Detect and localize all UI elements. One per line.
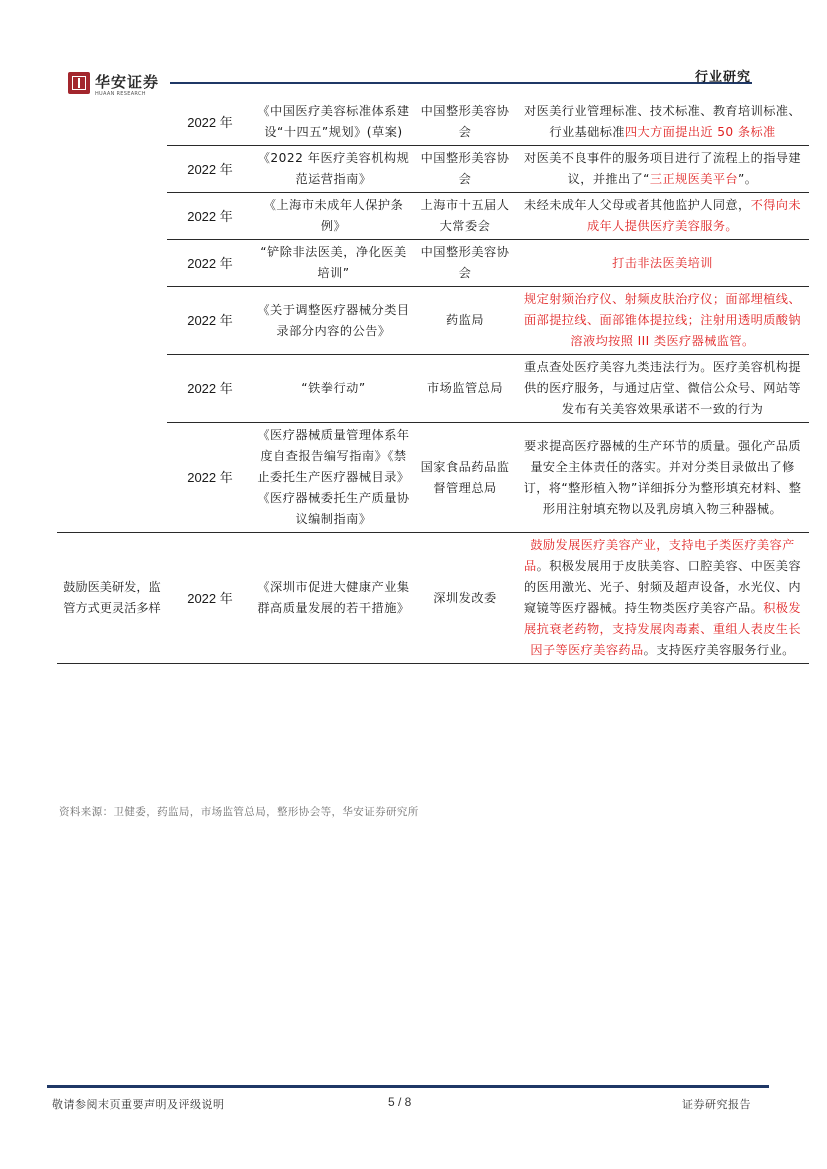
year-cell: 2022 年	[167, 355, 253, 423]
policy-content-cell	[516, 240, 809, 287]
footer-divider	[47, 1085, 769, 1088]
page-number: 5 / 8	[388, 1095, 412, 1109]
issuer-cell: 上海市十五届人大常委会	[414, 193, 516, 240]
logo-english-name: HUAAN RESEARCH	[95, 91, 146, 97]
policy-content-cell	[516, 146, 809, 193]
policy-document-cell: 《医疗器械质量管理体系年度自查报告编写指南》《禁止委托生产医疗器械目录》《医疗器械委托生产质量协议编制指南》	[253, 423, 414, 533]
year-cell: 2022 年	[167, 146, 253, 193]
footer-report-type: 证券研究报告	[682, 1098, 751, 1111]
policy-document-cell: 《深圳市促进大健康产业集群高质量发展的若干措施》	[253, 533, 414, 664]
category-cell: 鼓励医美研发，监管方式更灵活多样	[57, 533, 167, 664]
year-cell: 2022 年	[167, 423, 253, 533]
year-cell: 2022 年	[167, 287, 253, 355]
table-row	[57, 99, 809, 146]
issuer-cell: 深圳发改委	[414, 533, 516, 664]
section-title: 行业研究	[694, 70, 751, 85]
policy-content-cell	[516, 533, 809, 664]
content-text: 未经未成年人父母或者其他监护人同意，	[524, 198, 751, 212]
policy-table	[57, 99, 809, 664]
policy-content-cell	[516, 99, 809, 146]
page-header	[0, 0, 827, 100]
table-row	[57, 146, 809, 193]
highlighted-text: 积极发展抗衰老药物，支持发展肉毒素、重组人表皮生长因子等医疗美容药品	[524, 601, 801, 657]
policy-content-cell	[516, 355, 809, 423]
year-cell: 2022 年	[187, 114, 233, 130]
company-logo	[68, 72, 168, 100]
highlighted-text: 鼓励发展医疗美容产业，支持电子类医疗美容产品	[524, 538, 795, 573]
policy-content-cell	[516, 193, 809, 240]
policy-document-cell: 《中国医疗美容标准体系建设“十四五”规划》(草案)	[257, 104, 410, 139]
highlighted-text: 不得向未成年人提供医疗美容服务。	[586, 198, 801, 233]
logo-seal-icon	[68, 72, 90, 94]
highlighted-text: 打击非法医美培训	[612, 255, 713, 270]
policy-document-cell: 《2022 年医疗美容机构规范运营指南》	[253, 146, 414, 193]
logo-chinese-name: 华安证券	[95, 73, 160, 91]
content-text: ”。	[738, 172, 758, 186]
policy-document-cell: 《上海市未成年人保护条例》	[253, 193, 414, 240]
year-cell: 2022 年	[167, 193, 253, 240]
content-text: 。支持医疗美容服务行业。	[643, 643, 795, 657]
issuer-cell: 国家食品药品监督管理总局	[414, 423, 516, 533]
issuer-cell: 药监局	[414, 287, 516, 355]
year-cell: 2022 年	[167, 240, 253, 287]
table-row	[57, 240, 809, 287]
content-text: 。积极发展用于皮肤美容、口腔美容、中医美容的医用激光、光子、射频及超声设备，水光仪、内窥镜等医疗器械。持生物类医疗美容产品。	[524, 559, 801, 615]
table-row	[57, 423, 809, 533]
table-row	[57, 193, 809, 240]
source-note: 资料来源：卫健委，药监局，市场监管总局，整形协会等，华安证券研究所	[59, 806, 419, 818]
issuer-cell: 市场监管总局	[414, 355, 516, 423]
policy-document-cell: 《关于调整医疗器械分类目录部分内容的公告》	[253, 287, 414, 355]
content-text: 对医美行业管理标准、技术标准、教育培训标准、行业基础标准	[524, 104, 801, 139]
policy-content-cell	[516, 423, 809, 533]
issuer-cell: 中国整形美容协会	[420, 104, 510, 139]
issuer-cell: 中国整形美容协会	[414, 146, 516, 193]
policy-document-cell: “铲除非法医美，净化医美培训”	[253, 240, 414, 287]
content-text: 要求提高医疗器械的生产环节的质量。强化产品质量安全主体责任的落实。并对分类目录做出了修订，将“整形植入物”详细拆分为整形填充材料、整形用注射填充物以及乳房填入物三种器械。	[523, 438, 802, 516]
policy-content-cell	[516, 287, 809, 355]
highlighted-text: 三正规医美平台	[649, 172, 739, 186]
highlighted-text: 规定射频治疗仪、射频皮肤治疗仪；面部埋植线、面部提拉线、面部锥体提拉线；注射用透明质酸钠溶液均按照 III 类医疗器械监管。	[524, 292, 801, 348]
table-row	[57, 355, 809, 423]
year-cell: 2022 年	[167, 533, 253, 664]
category-cell-empty	[57, 99, 167, 533]
footer-disclaimer: 敬请参阅末页重要声明及评级说明	[52, 1098, 225, 1111]
header-divider	[170, 82, 752, 84]
content-text: 重点查处医疗美容九类违法行为。医疗美容机构提供的医疗服务，与通过店堂、微信公众号、网站等发布有关美容效果承诺不一致的行为	[524, 360, 801, 416]
content-text: 对医美不良事件的服务项目进行了流程上的指导建议，并推出了“	[524, 151, 801, 186]
issuer-cell: 中国整形美容协会	[414, 240, 516, 287]
table-row	[57, 533, 809, 664]
policy-document-cell: “铁拳行动”	[253, 355, 414, 423]
highlighted-text: 四大方面提出近 50 条标准	[624, 125, 776, 139]
table-row	[57, 287, 809, 355]
